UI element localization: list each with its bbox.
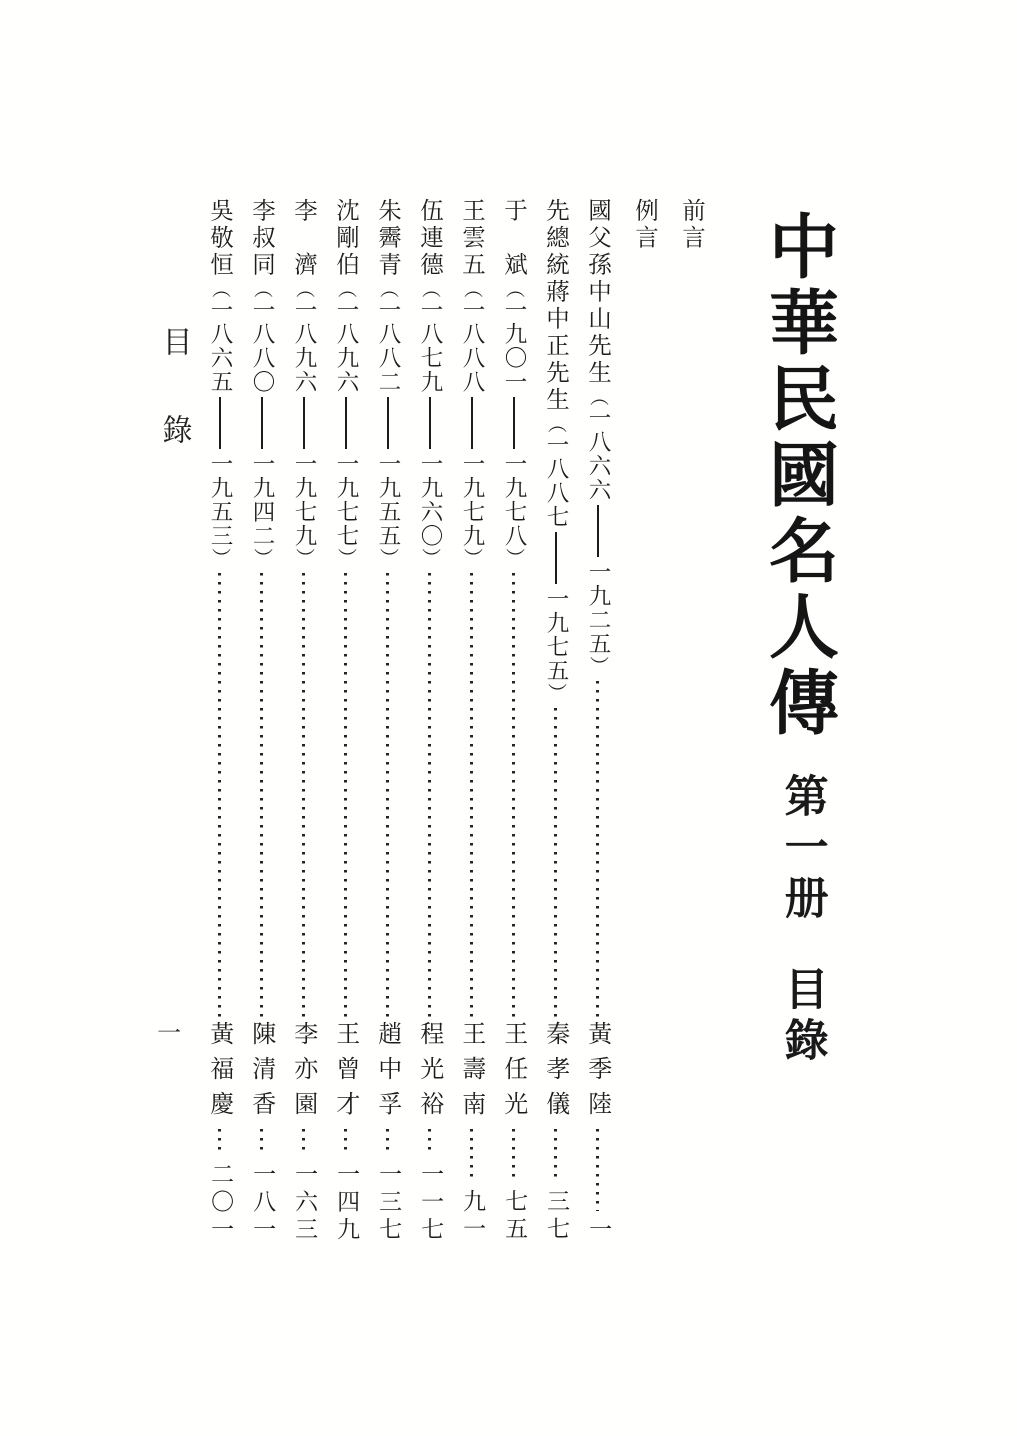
entry-footer — [416, 1021, 443, 1244]
entry-page-number: 一一七 — [417, 1161, 444, 1244]
entry-name: 李叔同 — [248, 198, 276, 279]
dotted-leader — [344, 573, 347, 1017]
entry-author: 王曾才 — [331, 1021, 360, 1126]
dotted-leader — [218, 573, 221, 1017]
toc-section-column — [631, 198, 658, 1244]
open-paren-icon: ︵ — [461, 279, 483, 298]
entry-page-number: 九一 — [459, 1189, 486, 1244]
toc-entry-column — [542, 198, 569, 1244]
entry-footer — [290, 1021, 317, 1244]
death-year: 一九六〇 — [417, 452, 443, 548]
open-paren-icon: ︵ — [335, 279, 357, 298]
birth-year: 一八六六 — [585, 406, 611, 502]
open-paren-icon: ︵ — [419, 279, 441, 298]
entry-title — [248, 198, 275, 567]
entry-page-number: 七五 — [501, 1189, 528, 1244]
volume-label: 第一册 — [776, 773, 828, 926]
year-range-dash-icon — [471, 397, 474, 449]
dotted-leader — [428, 573, 431, 1017]
birth-year: 一九〇一 — [501, 298, 527, 394]
year-range-dash-icon — [429, 397, 432, 449]
dotted-leader — [470, 573, 473, 1017]
entry-name: 王雲五 — [458, 198, 486, 279]
entry-footer — [248, 1021, 275, 1244]
birth-year: 一八九六 — [291, 298, 317, 394]
entry-author: 黃福慶 — [205, 1021, 234, 1126]
toc-entry-column — [290, 198, 317, 1244]
toc-entry-column — [458, 198, 485, 1244]
year-range-dash-icon — [345, 397, 348, 449]
dotted-leader — [302, 1129, 305, 1156]
dotted-leader — [554, 1129, 557, 1183]
entry-title — [584, 198, 611, 675]
close-paren-icon: ︶ — [419, 548, 441, 567]
death-year: 一九五五 — [375, 452, 401, 548]
birth-year: 一八六五 — [207, 298, 233, 394]
dotted-leader — [596, 1129, 599, 1211]
table-of-contents — [206, 198, 705, 1244]
entry-title — [542, 198, 569, 702]
entry-name: 伍連德 — [416, 198, 444, 279]
margin-contents-header: 目錄 — [156, 326, 192, 502]
year-range-dash-icon — [219, 397, 222, 449]
open-paren-icon: ︵ — [377, 279, 399, 298]
entry-footer — [206, 1021, 233, 1244]
toc-entry-column — [416, 198, 443, 1244]
death-year: 一九七九 — [459, 452, 485, 548]
entry-page-number: 一 — [585, 1216, 612, 1244]
death-year: 一九七九 — [291, 452, 317, 548]
entry-author: 黃季陸 — [583, 1021, 612, 1126]
toc-entry-column — [584, 198, 611, 1244]
entry-title — [374, 198, 401, 567]
entry-footer — [332, 1021, 359, 1244]
entry-name: 吳敬恒 — [206, 198, 234, 279]
year-range-dash-icon — [597, 505, 600, 557]
close-paren-icon: ︶ — [335, 548, 357, 567]
entry-name: 于 斌 — [500, 198, 528, 279]
close-paren-icon: ︶ — [377, 548, 399, 567]
birth-year: 一八八七 — [543, 433, 569, 529]
contents-label: 目錄 — [776, 966, 828, 1068]
entry-author: 李亦園 — [289, 1021, 318, 1126]
birth-year: 一八七九 — [417, 298, 443, 394]
dotted-leader — [260, 573, 263, 1017]
entry-page-number: 一四九 — [333, 1161, 360, 1244]
birth-year: 一八八〇 — [249, 298, 275, 394]
close-paren-icon: ︶ — [251, 548, 273, 567]
close-paren-icon: ︶ — [587, 656, 609, 675]
entry-footer — [458, 1021, 485, 1244]
dotted-leader — [596, 681, 599, 1017]
toc-entry-column — [248, 198, 275, 1244]
entry-name: 國父孫中山先生 — [584, 198, 612, 387]
death-year: 一九七七 — [333, 452, 359, 548]
open-paren-icon: ︵ — [209, 279, 231, 298]
entry-author: 王壽南 — [457, 1021, 486, 1126]
death-year: 一九七五 — [543, 587, 569, 683]
folio-page-number: 一 — [152, 1020, 181, 1044]
open-paren-icon: ︵ — [251, 279, 273, 298]
close-paren-icon: ︶ — [545, 683, 567, 702]
entry-page-number: 一八一 — [249, 1161, 276, 1244]
open-paren-icon: ︵ — [503, 279, 525, 298]
entry-name: 李 濟 — [290, 198, 318, 279]
birth-year: 一八八八 — [459, 298, 485, 394]
entry-author: 秦孝儀 — [541, 1021, 570, 1126]
entry-title — [416, 198, 443, 567]
year-range-dash-icon — [387, 397, 390, 449]
volume-contents-line — [776, 773, 827, 1068]
entry-footer — [500, 1021, 527, 1244]
entry-page-number: 一六三 — [291, 1161, 318, 1244]
entry-page-number: 三七 — [543, 1189, 570, 1244]
entry-page-number: 一三七 — [375, 1161, 402, 1244]
death-year: 一九二五 — [585, 560, 611, 656]
book-title: 中華民國名人傳 — [757, 210, 841, 742]
dotted-leader — [344, 1129, 347, 1156]
entry-footer — [374, 1021, 401, 1244]
dotted-leader — [512, 573, 515, 1017]
entry-title — [332, 198, 359, 567]
dotted-leader — [512, 1129, 515, 1183]
entry-page-number: 二〇一 — [207, 1161, 234, 1244]
death-year: 一九五三 — [207, 452, 233, 548]
year-range-dash-icon — [555, 532, 558, 584]
death-year: 一九四二 — [249, 452, 275, 548]
entry-title — [500, 198, 527, 567]
entry-footer — [542, 1021, 569, 1244]
section-label: 例言 — [631, 198, 659, 252]
dotted-leader — [386, 573, 389, 1017]
open-paren-icon: ︵ — [545, 414, 567, 433]
entry-author: 趙中孚 — [373, 1021, 402, 1126]
entry-author: 陳清香 — [247, 1021, 276, 1126]
dotted-leader — [218, 1129, 221, 1156]
entry-author: 王任光 — [499, 1021, 528, 1126]
close-paren-icon: ︶ — [503, 548, 525, 567]
close-paren-icon: ︶ — [209, 548, 231, 567]
toc-entry-column — [500, 198, 527, 1244]
spacer — [801, 926, 803, 966]
death-year: 一九七八 — [501, 452, 527, 548]
open-paren-icon: ︵ — [587, 387, 609, 406]
dotted-leader — [302, 573, 305, 1017]
dotted-leader — [554, 708, 557, 1017]
year-range-dash-icon — [261, 397, 264, 449]
close-paren-icon: ︶ — [461, 548, 483, 567]
close-paren-icon: ︶ — [293, 548, 315, 567]
entry-footer — [584, 1021, 611, 1244]
entry-title — [206, 198, 233, 567]
entry-author: 程光裕 — [415, 1021, 444, 1126]
toc-entry-column — [374, 198, 401, 1244]
dotted-leader — [470, 1129, 473, 1183]
year-range-dash-icon — [303, 397, 306, 449]
toc-entry-column — [332, 198, 359, 1244]
dotted-leader — [386, 1129, 389, 1156]
toc-section-column — [678, 198, 705, 1244]
dotted-leader — [428, 1129, 431, 1156]
toc-entry-column — [206, 198, 233, 1244]
birth-year: 一八八二 — [375, 298, 401, 394]
dotted-leader — [260, 1129, 263, 1156]
entry-title — [458, 198, 485, 567]
entry-name: 朱霽青 — [374, 198, 402, 279]
section-label: 前言 — [678, 198, 706, 252]
year-range-dash-icon — [513, 397, 516, 449]
open-paren-icon: ︵ — [293, 279, 315, 298]
entry-name: 沈剛伯 — [332, 198, 360, 279]
birth-year: 一八九六 — [333, 298, 359, 394]
entry-name: 先總統蔣中正先生 — [542, 198, 570, 414]
entry-title — [290, 198, 317, 567]
